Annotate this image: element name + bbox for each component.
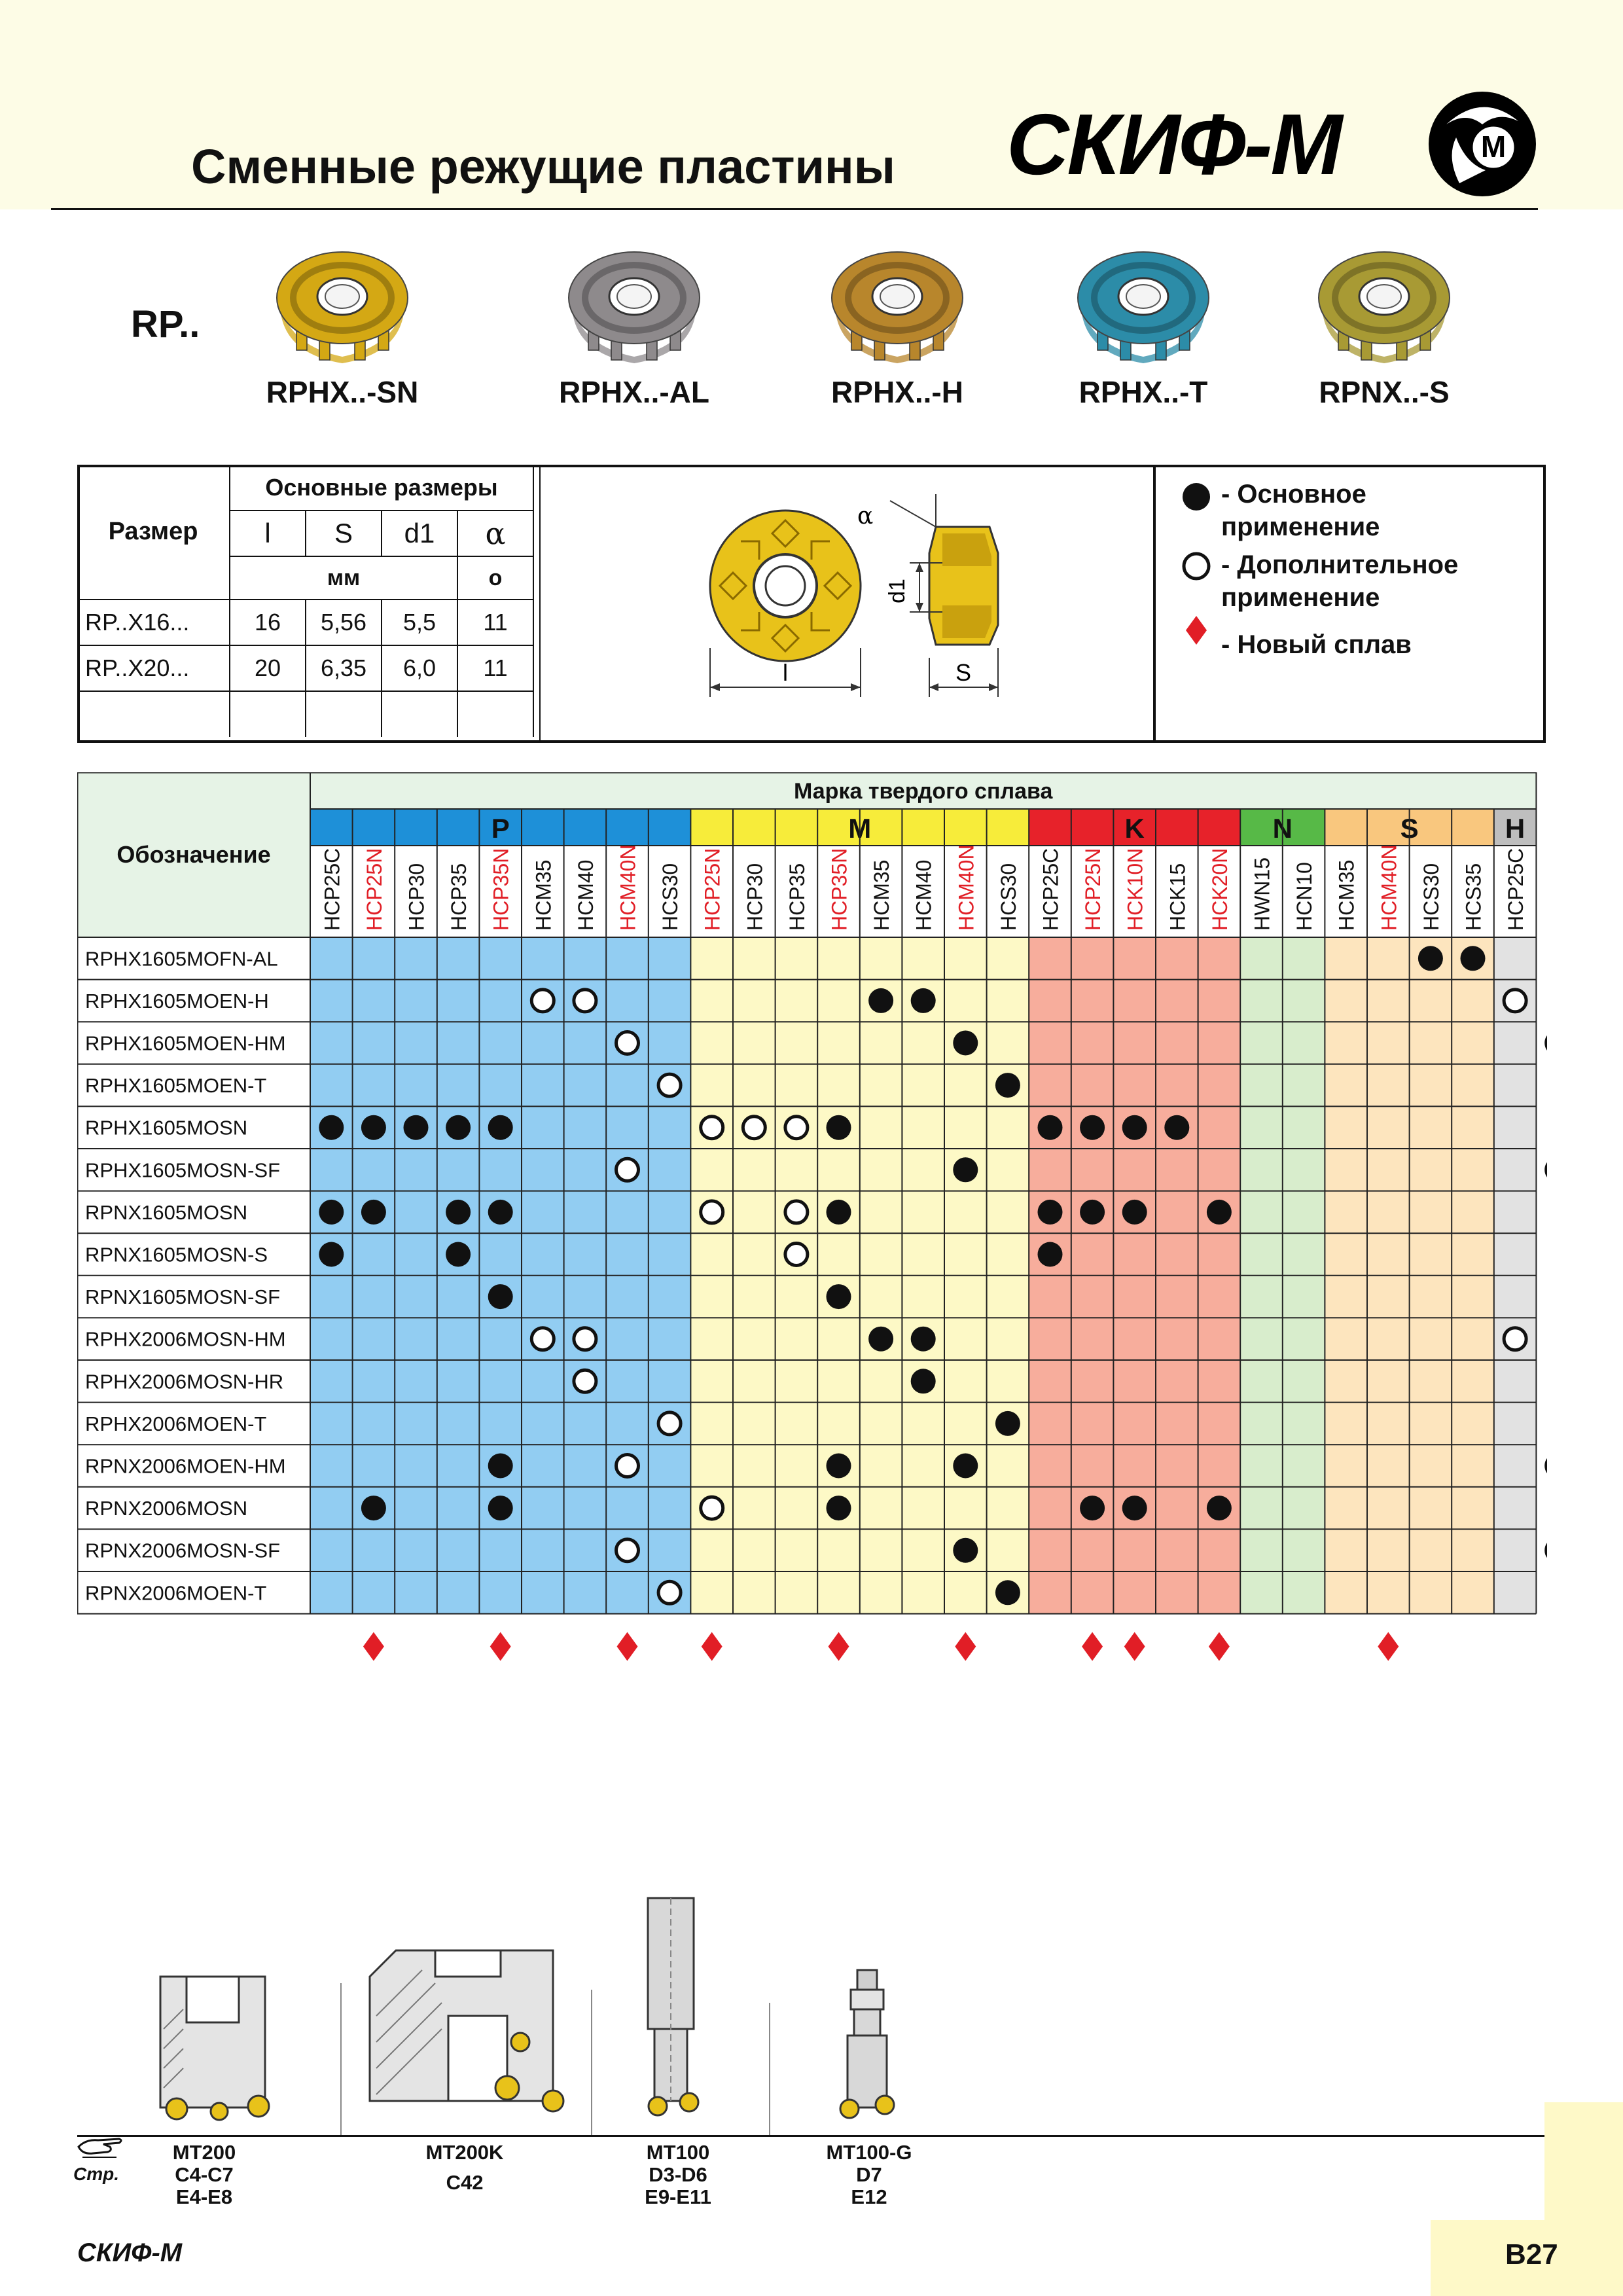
main-use-dot-icon — [911, 988, 936, 1013]
main-use-dot-icon — [995, 1073, 1020, 1098]
additional-use-ring-icon — [1546, 1032, 1547, 1054]
page-number: B27 — [1505, 2238, 1558, 2270]
value-alpha-2: 11 — [457, 645, 533, 691]
dim-label-l: l — [783, 659, 788, 686]
grade-name-label: HCP25N — [1081, 848, 1105, 931]
additional-use-ring-icon — [616, 1455, 639, 1477]
grade-name-label: HCM35 — [870, 859, 894, 931]
tool-ref: C4-C7 — [175, 2163, 234, 2186]
round-insert-teal-icon — [1068, 245, 1219, 370]
grade-name-label: HCM40N — [616, 844, 640, 931]
group-label-h: H — [1505, 813, 1525, 844]
additional-use-ring-icon — [701, 1201, 723, 1223]
empty-cell — [230, 691, 306, 737]
grade-name-label: HCP35 — [447, 863, 471, 931]
main-use-dot-icon — [995, 1580, 1020, 1605]
group-label-n: N — [1272, 813, 1293, 844]
value-l-1: 16 — [230, 600, 306, 645]
insert-label: RPHX..-H — [831, 375, 963, 409]
mt100-end-mill-drawing — [638, 1885, 710, 2127]
grade-name-label: HCS35 — [1461, 863, 1486, 931]
tool-ref: D3-D6 — [649, 2163, 707, 2186]
main-use-dot-icon — [446, 1200, 471, 1225]
grade-name-label: HCS30 — [996, 863, 1020, 931]
main-use-dot-icon — [319, 1242, 344, 1267]
grade-name-label: HCP30 — [743, 863, 767, 931]
main-use-dot-icon — [361, 1200, 386, 1225]
main-use-marker-icon — [1183, 483, 1210, 511]
legend-new-grade: - Новый сплав — [1221, 630, 1412, 659]
new-grade-diamond-icon — [1082, 1632, 1103, 1661]
grade-name-label: HCP35N — [489, 848, 513, 931]
main-use-dot-icon — [1122, 1496, 1147, 1520]
unit-degrees: о — [457, 556, 533, 600]
col-s-header: S — [306, 511, 382, 556]
insert-designation: RPHX2006MOEN-T — [85, 1412, 267, 1435]
additional-use-ring-icon — [531, 1328, 554, 1350]
new-grade-diamond-icon — [1378, 1632, 1399, 1661]
grade-name-label: HCM35 — [1334, 859, 1359, 931]
footer-brand: СКИФ-М — [77, 2238, 183, 2267]
new-grade-diamond-icon — [702, 1632, 722, 1661]
main-use-dot-icon — [953, 1538, 978, 1563]
new-grade-diamond-icon — [1209, 1632, 1230, 1661]
insert-dimension-drawing — [694, 481, 1034, 730]
grade-name-label: HCM40 — [912, 859, 936, 931]
main-use-dot-icon — [488, 1115, 513, 1140]
main-use-dot-icon — [1122, 1115, 1147, 1140]
main-use-dot-icon — [361, 1115, 386, 1140]
value-d1-1: 5,5 — [382, 600, 457, 645]
new-grade-diamond-icon — [829, 1632, 849, 1661]
insert-designation: RPNX1605MOSN-S — [85, 1243, 268, 1266]
main-use-dot-icon — [446, 1242, 471, 1267]
pointing-hand-icon — [73, 2127, 126, 2166]
round-insert-olive-icon — [1309, 245, 1459, 370]
insert-designation: RPNX2006MOSN — [85, 1497, 248, 1520]
additional-use-ring-icon — [743, 1117, 765, 1139]
insert-designation: RPNX2006MOEN-HM — [85, 1454, 286, 1478]
title-rule — [51, 208, 1538, 210]
grade-name-label: HCP25C — [1504, 848, 1528, 931]
main-use-dot-icon — [446, 1115, 471, 1140]
grade-name-label: HCP25N — [700, 848, 724, 931]
grade-name-label: HCM35 — [531, 859, 556, 931]
grade-name-label: HCM40N — [954, 844, 978, 931]
new-grade-diamond-icon — [955, 1632, 976, 1661]
grade-name-label: HCP35 — [785, 863, 809, 931]
legend-additional-use: - Дополнительное применение — [1221, 550, 1459, 612]
tool-mt200-refs — [139, 2142, 270, 2208]
value-s-1: 5,56 — [306, 600, 382, 645]
new-grade-diamond-icon — [1124, 1632, 1145, 1661]
additional-use-ring-icon — [701, 1497, 723, 1519]
tool-ref: E9-E11 — [645, 2185, 711, 2208]
main-use-dot-icon — [953, 1157, 978, 1182]
insert-label: RPNX..-S — [1319, 375, 1450, 409]
group-label-p: P — [491, 813, 510, 844]
page-ref-label: Стр. — [73, 2164, 119, 2184]
main-use-dot-icon — [1080, 1200, 1105, 1225]
grade-name-label: HCS30 — [658, 863, 683, 931]
additional-use-ring-icon — [616, 1158, 639, 1181]
logo-letter: М — [1480, 130, 1507, 164]
tool-separator — [769, 2003, 770, 2135]
main-use-dot-icon — [1461, 946, 1486, 971]
additional-use-ring-icon — [616, 1032, 639, 1054]
grade-name-label: HCP35N — [827, 848, 851, 931]
additional-use-ring-icon — [531, 990, 554, 1012]
additional-use-ring-icon — [1546, 1158, 1547, 1181]
grade-header: Марка твердого сплава — [794, 779, 1053, 804]
grade-name-label: HCK15 — [1166, 863, 1190, 931]
insert-designation: RPHX1605MOEN-T — [85, 1074, 267, 1098]
dim-label-d1: d1 — [885, 579, 910, 603]
main-use-dot-icon — [1038, 1242, 1063, 1267]
insert-designation: RPHX1605MOFN-AL — [85, 947, 278, 971]
mt100g-end-mill-drawing — [831, 1964, 903, 2127]
additional-use-ring-icon — [1546, 1539, 1547, 1562]
main-use-dot-icon — [827, 1496, 851, 1520]
main-use-dot-icon — [827, 1284, 851, 1309]
main-use-dot-icon — [319, 1115, 344, 1140]
grade-application-table — [77, 772, 1547, 1689]
insert-designation: RPHX2006MOSN-HM — [85, 1327, 286, 1351]
tool-mt200k-refs — [399, 2142, 530, 2194]
tool-ref: D7 — [856, 2163, 882, 2186]
main-use-dot-icon — [361, 1496, 386, 1520]
main-use-dot-icon — [1418, 946, 1443, 971]
designation-header: Обозначение — [116, 841, 271, 868]
main-use-dot-icon — [995, 1411, 1020, 1436]
main-use-dot-icon — [488, 1496, 513, 1520]
additional-use-ring-icon — [1504, 990, 1526, 1012]
size-row-1: RP..X16... — [77, 600, 230, 645]
grade-name-label: HCK20N — [1207, 848, 1232, 931]
additional-use-ring-icon — [574, 990, 596, 1012]
tool-ref: C42 — [446, 2171, 484, 2194]
grade-name-label: HCM40 — [573, 859, 597, 931]
additional-use-ring-icon — [658, 1581, 681, 1604]
empty-cell — [306, 691, 382, 737]
main-use-dot-icon — [488, 1200, 513, 1225]
dim-label-s: S — [955, 659, 972, 686]
main-use-dot-icon — [827, 1200, 851, 1225]
tool-separator — [591, 1990, 592, 2135]
additional-use-ring-icon — [1504, 1328, 1526, 1350]
unit-mm: мм — [230, 556, 457, 600]
tool-name: MT100 — [646, 2141, 710, 2164]
insert-label: RPHX..-T — [1079, 375, 1208, 409]
insert-designation: RPNX1605MOSN — [85, 1200, 248, 1224]
round-insert-gray-icon — [559, 245, 709, 370]
grade-name-label: HCN10 — [1293, 862, 1317, 931]
insert-designation: RPHX1605MOEN-H — [85, 989, 269, 1013]
dim-label-alpha: α — [857, 503, 874, 529]
additional-use-ring-icon — [785, 1244, 808, 1266]
insert-designation: RPHX1605MOEN-HM — [85, 1031, 286, 1055]
main-use-dot-icon — [1207, 1200, 1232, 1225]
series-name: RP.. — [131, 303, 200, 346]
mt200k-cutter-drawing — [357, 1937, 573, 2127]
insert-designation: RPNX2006MOSN-SF — [85, 1539, 281, 1562]
main-use-dot-icon — [911, 1369, 936, 1393]
new-grade-diamond-icon — [1186, 616, 1207, 645]
grade-name-label: HCP25C — [1039, 848, 1063, 931]
main-use-dot-icon — [868, 988, 893, 1013]
additional-use-ring-icon — [1546, 1455, 1547, 1477]
grade-name-label: HCP30 — [404, 863, 429, 931]
size-header: Размер — [77, 465, 230, 600]
insert-designation: RPHX1605MOSN-SF — [85, 1158, 281, 1182]
new-grade-diamond-icon — [490, 1632, 511, 1661]
main-use-dot-icon — [911, 1327, 936, 1352]
main-use-dot-icon — [868, 1327, 893, 1352]
main-dimensions-header: Основные размеры — [230, 465, 533, 511]
main-use-dot-icon — [1207, 1496, 1232, 1520]
additional-use-ring-icon — [785, 1117, 808, 1139]
insert-designation: RPHX1605MOSN — [85, 1116, 248, 1139]
value-d1-2: 6,0 — [382, 645, 457, 691]
additional-use-ring-icon — [658, 1412, 681, 1435]
main-use-dot-icon — [488, 1454, 513, 1479]
additional-use-ring-icon — [785, 1201, 808, 1223]
additional-use-marker-icon — [1184, 554, 1209, 579]
col-l-header: l — [230, 511, 306, 556]
empty-cell — [382, 691, 457, 737]
col-d1-header: d1 — [382, 511, 457, 556]
main-use-dot-icon — [404, 1115, 429, 1140]
main-use-dot-icon — [1038, 1115, 1063, 1140]
tool-mt100g-refs — [804, 2142, 935, 2208]
new-grade-diamond-icon — [617, 1632, 638, 1661]
empty-cell — [77, 691, 230, 737]
tool-name: MT200 — [172, 2141, 236, 2164]
additional-use-ring-icon — [701, 1117, 723, 1139]
legend-separator — [1153, 466, 1156, 742]
insert-designation: RPHX2006MOSN-HR — [85, 1370, 284, 1393]
tools-rule — [77, 2135, 1546, 2137]
legend-main-use: - Основное применение — [1221, 480, 1380, 541]
insert-label: RPHX..-AL — [559, 375, 709, 409]
grade-name-label: HCS30 — [1419, 863, 1443, 931]
round-insert-gold-icon — [267, 245, 418, 370]
group-label-m: M — [848, 813, 872, 844]
tool-ref: E4-E8 — [175, 2185, 233, 2208]
dim-table-right-rule — [539, 466, 541, 742]
round-insert-bronze-icon — [822, 245, 972, 370]
main-use-dot-icon — [1164, 1115, 1189, 1140]
page-title: Сменные режущие пластины — [191, 139, 895, 194]
main-use-dot-icon — [319, 1200, 344, 1225]
main-use-dot-icon — [953, 1454, 978, 1479]
grade-name-label: HCK10N — [1123, 848, 1147, 931]
main-use-dot-icon — [827, 1454, 851, 1479]
main-use-dot-icon — [1080, 1115, 1105, 1140]
grade-name-label: HWN15 — [1250, 857, 1274, 931]
legend-markers — [1178, 481, 1217, 651]
dimension-table — [77, 465, 534, 737]
main-use-dot-icon — [953, 1031, 978, 1056]
insert-designation: RPNX1605MOSN-SF — [85, 1285, 281, 1309]
tool-ref: E12 — [851, 2185, 887, 2208]
additional-use-ring-icon — [574, 1328, 596, 1350]
group-label-s: S — [1400, 813, 1419, 844]
main-use-dot-icon — [827, 1115, 851, 1140]
grade-name-label: HCM40N — [1377, 844, 1401, 931]
additional-use-ring-icon — [574, 1370, 596, 1392]
additional-use-ring-icon — [616, 1539, 639, 1562]
additional-use-ring-icon — [658, 1074, 681, 1096]
main-use-dot-icon — [1038, 1200, 1063, 1225]
tool-mt100-refs — [613, 2142, 743, 2208]
value-s-2: 6,35 — [306, 645, 382, 691]
mt200-cutter-drawing — [147, 1964, 285, 2127]
tool-separator — [340, 1983, 342, 2135]
main-use-dot-icon — [1080, 1496, 1105, 1520]
brand-logo-emblem — [1420, 85, 1544, 203]
grade-name-label: HCP25C — [320, 848, 344, 931]
group-label-k: K — [1124, 813, 1145, 844]
value-alpha-1: 11 — [457, 600, 533, 645]
main-use-dot-icon — [488, 1284, 513, 1309]
brand-logo-text: СКИФ-М — [1007, 96, 1341, 192]
size-row-2: RP..X20... — [77, 645, 230, 691]
main-use-dot-icon — [1122, 1200, 1147, 1225]
insert-label: RPHX..-SN — [266, 375, 419, 409]
tool-name: MT200K — [425, 2141, 504, 2164]
insert-designation: RPNX2006MOEN-T — [85, 1581, 267, 1605]
empty-cell — [457, 691, 533, 737]
value-l-2: 20 — [230, 645, 306, 691]
grade-name-label: HCP25N — [362, 848, 386, 931]
col-alpha-header: α — [457, 511, 533, 556]
new-grade-diamond-icon — [363, 1632, 384, 1661]
tool-name: MT100-G — [826, 2141, 912, 2164]
